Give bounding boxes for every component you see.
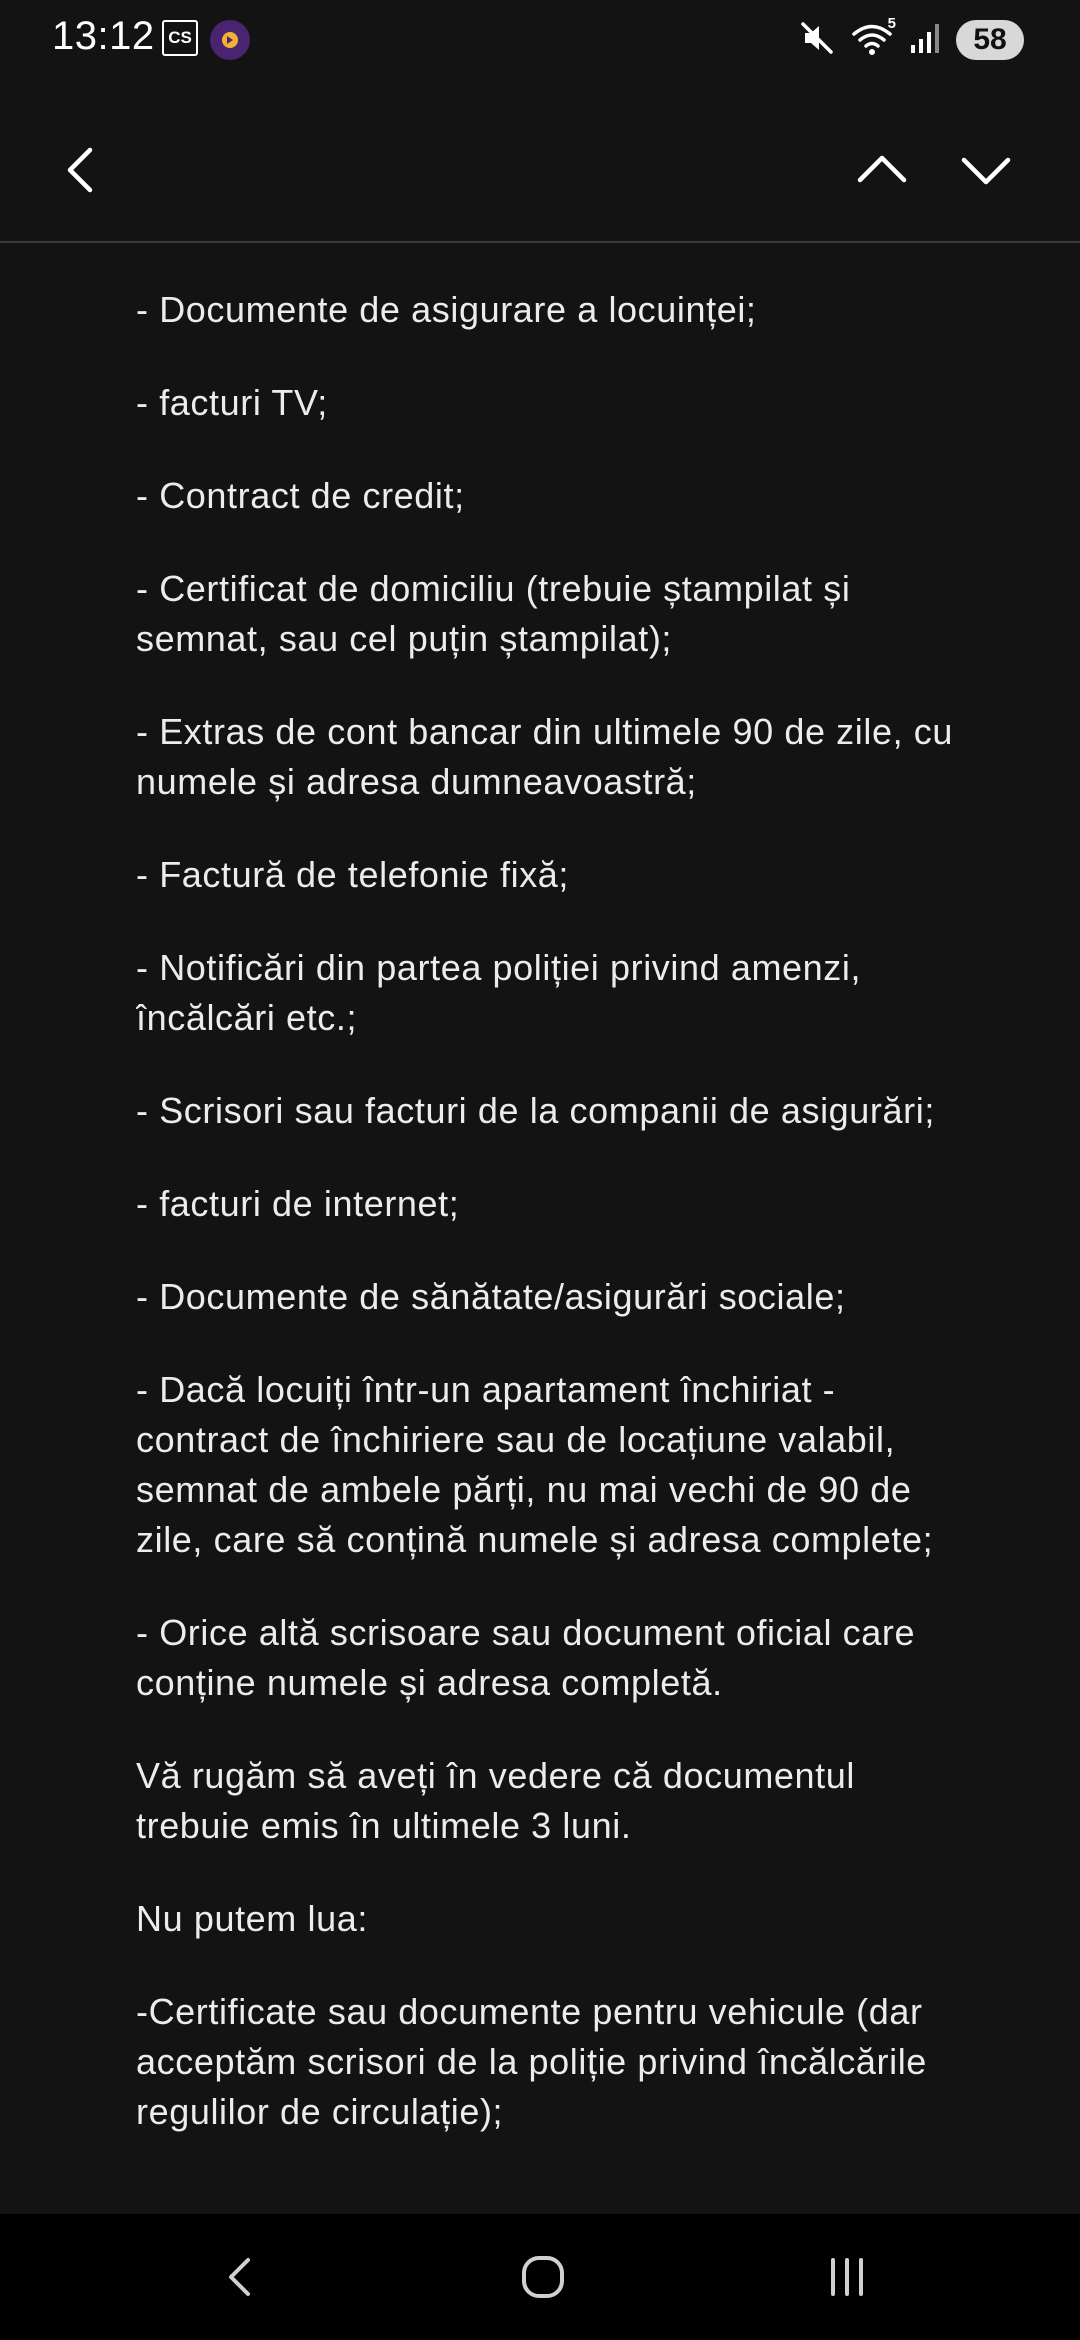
status-bar	[0, 0, 1080, 80]
system-navigation-bar	[0, 2214, 1080, 2340]
paragraph: - Dacă locuiți într-un apartament închiriat - contract de închiriere sau de locațiune valabil, semnat de ambele părți, nu mai vechi de 90 de zile, care să conțină numele și adresa complete;	[136, 1369, 934, 1560]
paragraph: - Notificări din partea poliției privind amenzi, încălcări etc.;	[136, 947, 862, 1038]
cs-notification-icon: CS	[162, 20, 198, 56]
signal-icon	[908, 21, 942, 60]
nav-recent-apps-icon	[822, 2252, 872, 2302]
status-time: 13:12	[52, 14, 155, 58]
nav-home-button[interactable]	[503, 2237, 583, 2317]
wifi-icon	[850, 15, 896, 59]
paragraph: Vă rugăm să aveți în vedere că documentul trebuie emis în ultimele 3 luni.	[136, 1755, 855, 1846]
next-result-button[interactable]	[946, 130, 1026, 210]
nav-home-icon	[518, 2252, 568, 2302]
status-icons	[798, 15, 1024, 62]
top-app-bar	[0, 80, 1080, 243]
nav-back-icon	[216, 2252, 266, 2302]
paragraph: - Orice altă scrisoare sau document oficial care conține numele și adresa completă.	[136, 1612, 916, 1703]
nav-recent-apps-button[interactable]	[807, 2237, 887, 2317]
paragraph: - Contract de credit;	[136, 475, 465, 516]
battery-indicator: 58	[956, 20, 1024, 60]
back-button[interactable]	[42, 130, 122, 210]
wifi-band-label: 5	[887, 15, 896, 32]
paragraph: - Scrisori sau facturi de la companii de asigurări;	[136, 1090, 935, 1131]
paragraph: - facturi de internet;	[136, 1183, 460, 1224]
app-notification-icon	[210, 20, 250, 60]
chevron-down-icon	[956, 140, 1016, 200]
paragraph: - facturi TV;	[136, 382, 328, 423]
mute-icon	[798, 19, 836, 62]
chevron-left-icon	[52, 140, 112, 200]
paragraph: - Certificat de domiciliu (trebuie ștampilat și semnat, sau cel puțin ștampilat);	[136, 568, 851, 659]
previous-result-button[interactable]	[842, 130, 922, 210]
paragraph: - Documente de asigurare a locuinței;	[136, 289, 757, 330]
nav-back-button[interactable]	[201, 2237, 281, 2317]
message-body	[136, 285, 956, 2210]
paragraph: Nu putem lua:	[136, 1898, 368, 1939]
paragraph: - Documente de sănătate/asigurări sociale;	[136, 1276, 846, 1317]
paragraph: - Extras de cont bancar din ultimele 90 de zile, cu numele și adresa dumneavoastră;	[136, 711, 954, 802]
chevron-up-icon	[852, 140, 912, 200]
paragraph: -Certificate sau documente pentru vehicule (dar acceptăm scrisori de la poliție privind încălcările regulilor de circulație);	[136, 1991, 927, 2132]
paragraph: - Factură de telefonie fixă;	[136, 854, 570, 895]
